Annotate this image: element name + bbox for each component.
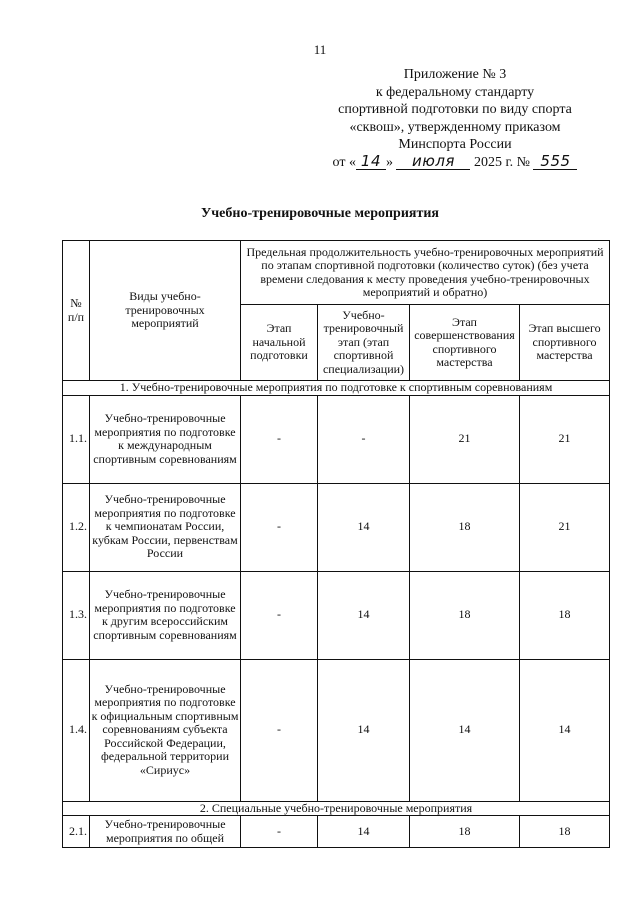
header-num: № п/п xyxy=(63,241,90,381)
row-stage-initial: - xyxy=(241,395,318,483)
row-stage-higher: 18 xyxy=(520,816,610,848)
header-duration: Предельная продолжительность учебно-тренировочных мероприятий по этапам спортивной подготовки (количество суток) (без учета времени следования к месту проведения учебно-тренировочных мероприятий и обратно) xyxy=(241,241,610,305)
section-1-title: 1. Учебно-тренировочные мероприятия по подготовке к спортивным соревнованиям xyxy=(63,381,610,396)
row-stage-initial: - xyxy=(241,659,318,801)
header-row-top xyxy=(63,241,610,305)
order-date-line xyxy=(310,151,600,172)
row-name: Учебно-тренировочные мероприятия по общей xyxy=(90,816,241,848)
table-row xyxy=(63,816,610,848)
row-stage-improvement: 14 xyxy=(410,659,520,801)
row-stage-initial: - xyxy=(241,483,318,571)
row-stage-training: 14 xyxy=(318,659,410,801)
row-number: 1.4. xyxy=(63,659,90,801)
header-stage-improvement: Этап совершенствования спортивного мастерства xyxy=(410,305,520,381)
appendix-line-5: Минспорта России xyxy=(398,137,512,152)
appendix-line-2: к федеральному стандарту xyxy=(375,84,535,100)
table-row xyxy=(63,395,610,483)
row-stage-higher: 14 xyxy=(520,659,610,801)
row-stage-initial: - xyxy=(241,571,318,659)
row-stage-training: 14 xyxy=(318,816,410,848)
row-stage-improvement: 18 xyxy=(410,816,520,848)
row-stage-higher: 21 xyxy=(520,395,610,483)
appendix-line-4: «сквош», утвержденному приказом xyxy=(349,119,561,135)
appendix-line-3: спортивной подготовки по виду спорта xyxy=(338,102,572,117)
row-name: Учебно-тренировочные мероприятия по подготовке к международным спортивным соревнованиям xyxy=(90,395,241,483)
handwritten-month: июля xyxy=(396,154,470,170)
row-name: Учебно-тренировочные мероприятия по подготовке к официальным спортивным соревнованиям субъекта Российской Федерации, федеральной территории «Сириус» xyxy=(90,659,241,801)
page-number: 11 xyxy=(313,42,327,57)
row-stage-training: 14 xyxy=(318,483,410,571)
document-title: Учебно-тренировочные мероприятия xyxy=(201,206,439,221)
row-stage-training: 14 xyxy=(318,571,410,659)
row-stage-improvement: 18 xyxy=(410,571,520,659)
date-year: 2025 г. № xyxy=(473,154,530,170)
date-mid: » xyxy=(385,154,393,170)
row-number: 1.1. xyxy=(63,395,90,483)
row-name: Учебно-тренировочные мероприятия по подготовке к чемпионатам России, кубкам России, первенствам России xyxy=(90,483,241,571)
appendix-block xyxy=(310,66,600,171)
row-stage-higher: 18 xyxy=(520,571,610,659)
row-number: 2.1. xyxy=(63,816,90,848)
row-stage-training: - xyxy=(318,395,410,483)
table-row xyxy=(63,659,610,801)
section-row-1 xyxy=(63,381,610,396)
row-stage-higher: 21 xyxy=(520,483,610,571)
header-kind: Виды учебно-тренировочных мероприятий xyxy=(90,241,241,381)
header-stage-training: Учебно-тренировочный этап (этап спортивной специализации) xyxy=(318,305,410,381)
section-2-title: 2. Специальные учебно-тренировочные мероприятия xyxy=(63,801,610,816)
date-prefix: от « xyxy=(332,154,356,170)
header-stage-higher: Этап высшего спортивного мастерства xyxy=(520,305,610,381)
row-number: 1.3. xyxy=(63,571,90,659)
section-row-2 xyxy=(63,801,610,816)
row-stage-improvement: 18 xyxy=(410,483,520,571)
handwritten-order-number: 555 xyxy=(533,154,577,170)
training-events-table xyxy=(62,240,610,848)
header-stage-initial: Этап начальной подготовки xyxy=(241,305,318,381)
table-row xyxy=(63,483,610,571)
handwritten-day: 14 xyxy=(356,154,386,170)
row-name: Учебно-тренировочные мероприятия по подготовке к другим всероссийским спортивным соревнованиям xyxy=(90,571,241,659)
row-stage-improvement: 21 xyxy=(410,395,520,483)
table-row xyxy=(63,571,610,659)
row-stage-initial: - xyxy=(241,816,318,848)
appendix-line-1: Приложение № 3 xyxy=(403,67,507,82)
row-number: 1.2. xyxy=(63,483,90,571)
